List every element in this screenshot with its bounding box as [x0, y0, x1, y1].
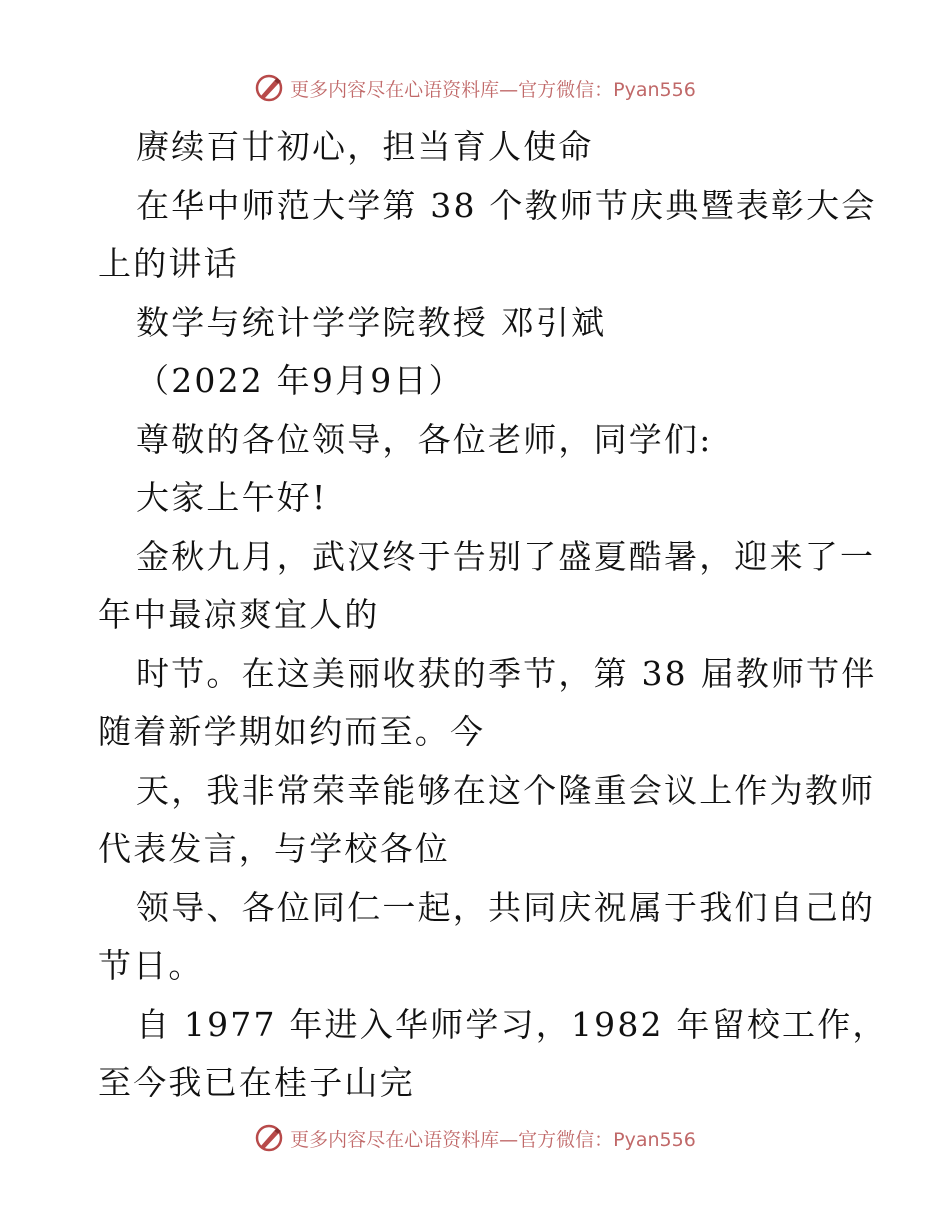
watermark-text: 更多内容尽在心语资料库—官方微信：Pyan556	[290, 1128, 696, 1151]
text-line: 数学与统计学学院教授 邓引斌	[136, 302, 607, 342]
text-line: 节日。	[98, 946, 204, 985]
header-watermark	[0, 68, 950, 108]
text-line: 至今我已在桂子山完	[98, 1063, 415, 1102]
text-line: 代表发言，与学校各位	[98, 829, 450, 868]
watermark-text: 更多内容尽在心语资料库—官方微信：Pyan556	[290, 78, 696, 101]
text-line: 上的讲话	[98, 244, 239, 283]
text-line: 尊敬的各位领导，各位老师，同学们:	[136, 419, 713, 459]
text-line: 自 1977 年进入华师学习，1982 年留校工作，	[136, 1004, 888, 1044]
footer-watermark	[0, 1118, 950, 1158]
document-body	[98, 118, 888, 1113]
text-line: （2022 年9月9日）	[136, 361, 464, 400]
text-line: 时节。在这美丽收获的季节，第 38 届教师节伴	[136, 653, 877, 693]
text-line: 赓续百廿初心，担当育人使命	[136, 127, 594, 166]
text-line: 年中最凉爽宜人的	[98, 595, 380, 634]
pen-circle-logo-icon	[254, 73, 284, 103]
text-line: 随着新学期如约而至。今	[98, 712, 486, 751]
text-line: 大家上午好!	[136, 478, 328, 517]
text-line: 金秋九月，武汉终于告别了盛夏酷暑，迎来了一	[136, 536, 876, 576]
text-line: 天，我非常荣幸能够在这个隆重会议上作为教师	[136, 770, 876, 810]
pen-circle-logo-icon	[254, 1123, 284, 1153]
text-line: 在华中师范大学第 38 个教师节庆典暨表彰大会	[136, 185, 877, 225]
text-line: 领导、各位同仁一起，共同庆祝属于我们自己的	[136, 887, 876, 927]
